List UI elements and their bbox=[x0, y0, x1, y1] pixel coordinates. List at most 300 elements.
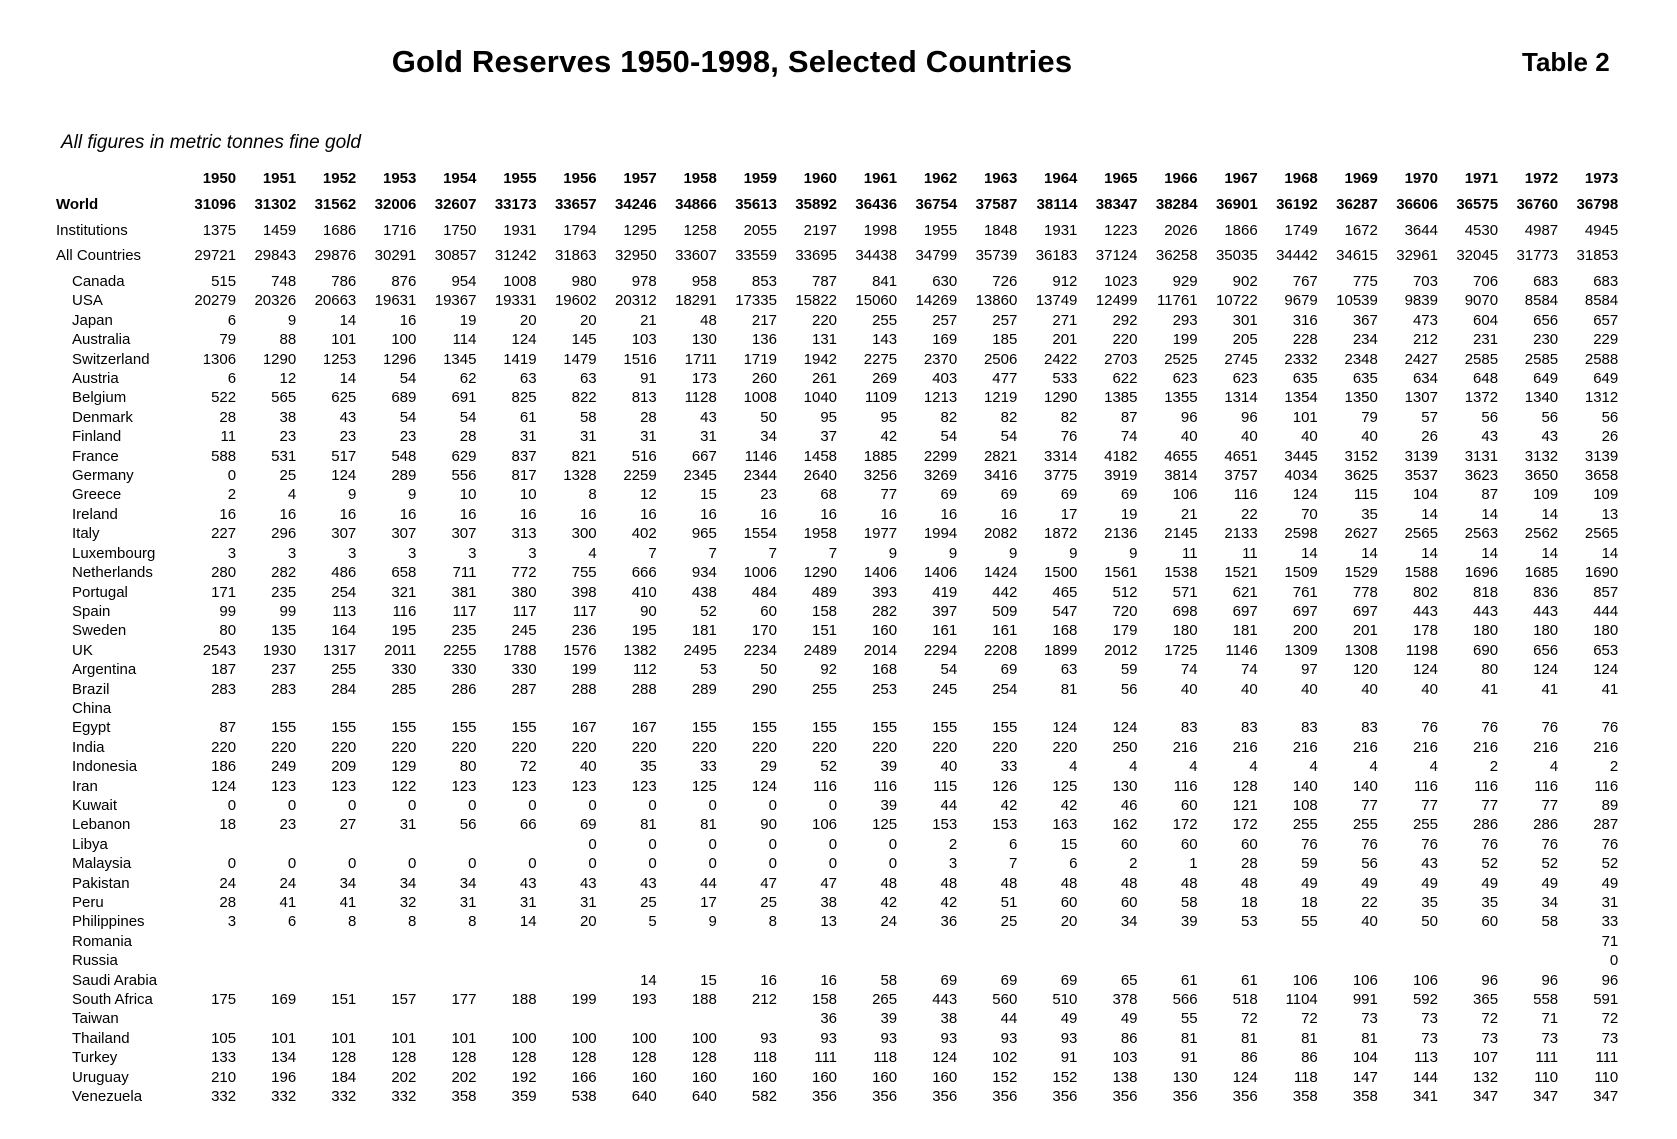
value-cell: 34866 bbox=[675, 196, 717, 213]
value-cell: 1930 bbox=[262, 641, 297, 659]
value-cell: 1258 bbox=[683, 222, 717, 239]
value-cell bbox=[1258, 932, 1318, 951]
value-cell: 188 bbox=[691, 991, 717, 1009]
value-cell: 1509 bbox=[1284, 564, 1318, 582]
value-cell bbox=[537, 699, 597, 718]
value-cell: 24 bbox=[219, 874, 237, 892]
value-cell: 138 bbox=[1112, 1068, 1138, 1086]
row-label: Portugal bbox=[72, 583, 128, 601]
value-cell bbox=[1077, 699, 1137, 718]
value-cell: 116 bbox=[1594, 777, 1619, 795]
value-cell: 124 bbox=[1052, 719, 1078, 737]
value-cell: 1459 bbox=[262, 222, 297, 239]
value-cell: 44 bbox=[700, 874, 717, 892]
value-cell bbox=[897, 699, 957, 718]
value-cell: 73 bbox=[1361, 1010, 1378, 1028]
value-cell: 220 bbox=[631, 738, 657, 756]
value-cell: 18291 bbox=[675, 292, 717, 310]
value-cell: 1424 bbox=[983, 564, 1018, 582]
value-cell: 81 bbox=[640, 816, 657, 834]
value-cell: 43 bbox=[519, 874, 537, 892]
value-cell: 93 bbox=[940, 1029, 958, 1047]
value-cell: 33657 bbox=[554, 196, 597, 213]
value-cell: 0 bbox=[648, 835, 657, 853]
value-cell: 32 bbox=[399, 894, 417, 911]
value-cell: 120 bbox=[1352, 661, 1378, 679]
value-cell: 566 bbox=[1172, 991, 1198, 1009]
value-cell: 356 bbox=[1112, 1088, 1138, 1106]
value-cell: 52 bbox=[700, 602, 717, 620]
value-cell: 227 bbox=[211, 525, 237, 543]
country-row bbox=[56, 951, 1618, 970]
value-cell: 60 bbox=[1180, 835, 1198, 853]
value-cell: 2082 bbox=[983, 525, 1018, 543]
value-cell: 13 bbox=[820, 913, 838, 931]
value-cell: 8 bbox=[468, 913, 477, 931]
value-cell: 155 bbox=[511, 719, 537, 737]
value-cell bbox=[176, 971, 236, 990]
country-row bbox=[56, 1068, 1618, 1087]
value-cell: 1198 bbox=[1405, 641, 1438, 659]
value-cell: 25 bbox=[279, 467, 297, 485]
value-cell: 38347 bbox=[1095, 196, 1138, 213]
value-cell: 39 bbox=[880, 1010, 898, 1028]
value-cell: 0 bbox=[708, 796, 717, 814]
value-cell: 1312 bbox=[1584, 389, 1619, 407]
value-cell: 15822 bbox=[795, 292, 838, 310]
value-cell: 124 bbox=[1292, 486, 1318, 504]
value-cell: 28 bbox=[459, 428, 477, 446]
value-cell: 124 bbox=[1112, 719, 1138, 737]
value-cell: 292 bbox=[1112, 311, 1138, 329]
value-cell: 813 bbox=[631, 389, 657, 407]
value-cell bbox=[597, 699, 657, 718]
value-cell: 1538 bbox=[1164, 564, 1198, 582]
value-cell: 1345 bbox=[443, 350, 477, 368]
value-cell: 160 bbox=[872, 622, 898, 640]
value-cell: 2011 bbox=[384, 641, 417, 659]
value-cell: 34 bbox=[399, 874, 417, 892]
value-cell: 96 bbox=[1481, 971, 1499, 989]
row-label: Egypt bbox=[72, 719, 111, 737]
value-cell: 16 bbox=[219, 505, 237, 523]
value-cell: 73 bbox=[1421, 1010, 1438, 1028]
value-cell: 1104 bbox=[1285, 991, 1318, 1009]
value-cell: 179 bbox=[1112, 622, 1138, 640]
value-cell: 2332 bbox=[1284, 350, 1318, 368]
value-cell bbox=[897, 932, 957, 951]
value-cell: 1955 bbox=[923, 222, 958, 239]
value-cell: 43 bbox=[1421, 855, 1438, 873]
value-cell: 14 bbox=[1361, 544, 1378, 562]
value-cell: 1128 bbox=[684, 389, 717, 407]
value-cell: 857 bbox=[1593, 583, 1619, 601]
row-label: Taiwan bbox=[72, 1010, 119, 1028]
country-row bbox=[56, 583, 1618, 602]
value-cell: 160 bbox=[812, 1068, 838, 1086]
value-cell: 36192 bbox=[1276, 196, 1318, 213]
value-cell: 683 bbox=[1533, 273, 1559, 290]
value-cell: 287 bbox=[1593, 816, 1619, 834]
value-cell: 53 bbox=[700, 661, 717, 679]
value-cell: 3537 bbox=[1404, 467, 1438, 485]
country-row bbox=[56, 699, 1618, 718]
value-cell: 152 bbox=[1052, 1068, 1078, 1086]
value-cell: 93 bbox=[820, 1029, 838, 1047]
value-cell: 332 bbox=[331, 1088, 357, 1106]
value-cell bbox=[236, 932, 296, 951]
country-row bbox=[56, 718, 1618, 737]
row-label: Iran bbox=[72, 777, 98, 795]
value-cell: 2495 bbox=[683, 641, 717, 659]
value-cell: 697 bbox=[1352, 602, 1378, 620]
value-cell: 16 bbox=[459, 505, 477, 523]
country-row bbox=[56, 369, 1618, 388]
value-cell: 169 bbox=[271, 991, 297, 1009]
value-cell: 48 bbox=[700, 311, 717, 329]
value-cell: 231 bbox=[1473, 331, 1499, 349]
value-cell: 72 bbox=[1301, 1010, 1318, 1028]
value-cell: 0 bbox=[888, 835, 898, 853]
value-cell: 1711 bbox=[684, 350, 717, 368]
value-cell: 1958 bbox=[803, 525, 838, 543]
value-cell: 307 bbox=[331, 525, 357, 543]
value-cell bbox=[717, 932, 777, 951]
value-cell: 286 bbox=[1473, 816, 1499, 834]
value-cell: 853 bbox=[751, 273, 777, 290]
value-cell bbox=[1438, 699, 1498, 718]
value-cell: 237 bbox=[271, 661, 297, 679]
value-cell: 101 bbox=[331, 1029, 357, 1047]
value-cell: 31 bbox=[399, 816, 417, 834]
value-cell: 3 bbox=[287, 544, 297, 562]
value-cell: 0 bbox=[648, 855, 657, 873]
value-cell bbox=[236, 699, 296, 718]
value-cell: 548 bbox=[391, 447, 417, 465]
value-cell: 2588 bbox=[1584, 350, 1619, 368]
row-label: Austria bbox=[72, 370, 119, 388]
value-cell: 1355 bbox=[1164, 389, 1198, 407]
value-cell: 1899 bbox=[1044, 641, 1078, 659]
value-cell: 160 bbox=[932, 1068, 958, 1086]
value-cell: 0 bbox=[768, 796, 777, 814]
value-cell: 121 bbox=[1232, 796, 1258, 814]
value-cell: 21 bbox=[1180, 505, 1198, 523]
country-row bbox=[56, 1009, 1618, 1028]
value-cell bbox=[957, 951, 1017, 970]
value-cell: 140 bbox=[1292, 777, 1318, 795]
country-row bbox=[56, 777, 1618, 796]
value-cell bbox=[176, 835, 236, 854]
value-cell: 155 bbox=[992, 719, 1018, 737]
value-cell: 31 bbox=[579, 894, 597, 911]
value-cell: 125 bbox=[691, 777, 717, 795]
value-cell: 1942 bbox=[803, 350, 838, 368]
value-cell: 187 bbox=[211, 661, 237, 679]
value-cell: 296 bbox=[271, 525, 297, 543]
value-cell: 10 bbox=[459, 486, 477, 504]
value-cell: 31 bbox=[1601, 894, 1619, 911]
value-cell: 131 bbox=[812, 331, 838, 349]
value-cell: 31302 bbox=[254, 196, 297, 213]
value-cell: 1749 bbox=[1284, 222, 1318, 239]
row-label: South Africa bbox=[72, 991, 153, 1009]
value-cell: 116 bbox=[392, 602, 417, 620]
value-cell: 9 bbox=[347, 486, 357, 504]
value-cell: 640 bbox=[631, 1088, 657, 1106]
value-cell: 841 bbox=[872, 273, 898, 290]
value-cell: 365 bbox=[1473, 991, 1499, 1009]
value-cell: 245 bbox=[932, 680, 958, 698]
value-cell bbox=[1077, 951, 1137, 970]
value-cell: 172 bbox=[1232, 816, 1258, 834]
value-cell: 2598 bbox=[1284, 525, 1318, 543]
value-cell: 202 bbox=[391, 1068, 417, 1086]
value-cell: 288 bbox=[631, 680, 657, 698]
value-cell: 286 bbox=[1533, 816, 1559, 834]
value-cell: 123 bbox=[451, 777, 477, 795]
value-cell bbox=[236, 971, 296, 990]
value-cell: 96 bbox=[1541, 971, 1559, 989]
value-cell: 199 bbox=[1172, 331, 1198, 349]
value-cell: 101 bbox=[451, 1029, 477, 1047]
value-cell: 0 bbox=[588, 835, 597, 853]
value-cell bbox=[657, 699, 717, 718]
value-cell: 220 bbox=[451, 738, 477, 756]
value-cell: 52 bbox=[820, 758, 838, 776]
value-cell: 290 bbox=[751, 680, 777, 698]
value-cell: 48 bbox=[940, 874, 958, 892]
value-cell: 76 bbox=[1060, 428, 1078, 446]
value-cell: 116 bbox=[1173, 777, 1198, 795]
value-cell: 20 bbox=[519, 311, 537, 329]
value-cell: 89 bbox=[1601, 796, 1619, 814]
value-cell: 2259 bbox=[623, 467, 657, 485]
value-cell: 7 bbox=[708, 544, 717, 562]
country-row bbox=[56, 874, 1618, 893]
value-cell: 2026 bbox=[1164, 222, 1198, 239]
value-cell: 40 bbox=[1361, 680, 1378, 698]
value-cell: 114 bbox=[452, 331, 477, 349]
value-cell: 19367 bbox=[434, 292, 477, 310]
value-cell: 4 bbox=[1189, 758, 1198, 776]
value-cell bbox=[176, 699, 236, 718]
value-cell: 1419 bbox=[503, 350, 537, 368]
value-cell: 77 bbox=[1421, 796, 1438, 814]
value-cell: 100 bbox=[391, 331, 417, 349]
value-cell: 1308 bbox=[1344, 641, 1378, 659]
value-cell: 23 bbox=[399, 428, 417, 446]
value-cell: 151 bbox=[331, 991, 357, 1009]
value-cell: 48 bbox=[1241, 874, 1258, 892]
value-cell: 29876 bbox=[314, 247, 357, 264]
value-cell: 689 bbox=[391, 389, 417, 407]
value-cell: 86 bbox=[1241, 1049, 1258, 1067]
value-cell: 113 bbox=[1414, 1049, 1438, 1067]
value-cell: 56 bbox=[1361, 855, 1378, 873]
value-cell: 1750 bbox=[443, 222, 477, 239]
value-cell: 0 bbox=[528, 855, 537, 873]
value-cell bbox=[416, 951, 476, 970]
country-row bbox=[56, 893, 1618, 912]
value-cell: 398 bbox=[571, 583, 597, 601]
value-cell: 0 bbox=[408, 796, 417, 814]
value-cell: 33695 bbox=[795, 247, 838, 264]
value-cell: 163 bbox=[1052, 816, 1078, 834]
value-cell: 4945 bbox=[1584, 222, 1619, 239]
value-cell: 54 bbox=[940, 661, 958, 679]
value-cell: 168 bbox=[872, 661, 898, 679]
value-cell: 9 bbox=[1129, 544, 1138, 562]
value-cell: 111 bbox=[1535, 1049, 1559, 1067]
value-cell: 934 bbox=[691, 564, 717, 582]
value-cell: 38 bbox=[940, 1010, 958, 1028]
value-cell: 556 bbox=[451, 467, 477, 485]
row-label: Switzerland bbox=[72, 350, 150, 368]
value-cell: 220 bbox=[211, 738, 237, 756]
value-cell: 116 bbox=[1534, 777, 1559, 795]
value-cell: 711 bbox=[452, 564, 477, 582]
value-cell: 958 bbox=[691, 273, 717, 290]
value-cell: 50 bbox=[760, 408, 777, 426]
value-cell: 649 bbox=[1533, 370, 1559, 388]
value-cell: 0 bbox=[468, 855, 477, 873]
value-cell: 118 bbox=[873, 1049, 898, 1067]
value-cell: 509 bbox=[992, 602, 1018, 620]
value-cell: 117 bbox=[572, 602, 597, 620]
value-cell: 31773 bbox=[1516, 247, 1559, 264]
value-cell: 332 bbox=[211, 1088, 237, 1106]
value-cell: 902 bbox=[1232, 273, 1258, 290]
value-cell: 73 bbox=[1541, 1029, 1559, 1047]
value-cell bbox=[356, 951, 416, 970]
value-cell: 15 bbox=[700, 486, 717, 504]
value-cell: 25 bbox=[1000, 913, 1018, 931]
value-cell: 63 bbox=[519, 370, 537, 388]
value-cell: 103 bbox=[631, 331, 657, 349]
value-cell: 1296 bbox=[383, 350, 417, 368]
value-cell bbox=[356, 699, 416, 718]
country-row bbox=[56, 815, 1618, 834]
value-cell: 2275 bbox=[863, 350, 898, 368]
value-cell: 49 bbox=[1541, 874, 1559, 892]
value-cell: 79 bbox=[1361, 408, 1378, 426]
value-cell: 0 bbox=[888, 855, 898, 873]
value-cell: 358 bbox=[1292, 1088, 1318, 1106]
value-cell: 112 bbox=[632, 661, 657, 679]
value-cell: 76 bbox=[1601, 719, 1619, 737]
value-cell: 81 bbox=[1361, 1029, 1378, 1047]
country-row bbox=[56, 563, 1618, 582]
value-cell: 330 bbox=[391, 661, 417, 679]
value-cell: 625 bbox=[331, 389, 357, 407]
value-cell: 36287 bbox=[1336, 196, 1378, 213]
value-cell: 77 bbox=[880, 486, 898, 504]
value-cell: 821 bbox=[571, 447, 597, 465]
value-cell: 177 bbox=[451, 991, 477, 1009]
year-header-cell: 1968 bbox=[1284, 170, 1318, 187]
value-cell: 19331 bbox=[494, 292, 537, 310]
value-cell: 161 bbox=[992, 622, 1018, 640]
value-cell: 1458 bbox=[803, 447, 838, 465]
value-cell: 73 bbox=[1481, 1029, 1499, 1047]
value-cell: 38284 bbox=[1155, 196, 1198, 213]
value-cell: 36606 bbox=[1396, 196, 1438, 213]
value-cell bbox=[476, 971, 536, 990]
value-cell: 124 bbox=[1533, 661, 1559, 679]
value-cell: 301 bbox=[1232, 311, 1258, 329]
value-cell: 95 bbox=[880, 408, 898, 426]
value-cell: 2 bbox=[1129, 855, 1138, 873]
value-cell: 220 bbox=[751, 738, 777, 756]
value-cell: 36575 bbox=[1456, 196, 1499, 213]
value-cell bbox=[657, 932, 717, 951]
value-cell: 6 bbox=[227, 370, 237, 388]
country-row bbox=[56, 680, 1618, 699]
value-cell: 220 bbox=[932, 738, 958, 756]
value-cell: 1350 bbox=[1344, 389, 1378, 407]
value-cell bbox=[1138, 932, 1198, 951]
value-cell: 20 bbox=[579, 311, 597, 329]
value-cell: 837 bbox=[511, 447, 537, 465]
value-cell: 772 bbox=[511, 564, 537, 582]
value-cell: 58 bbox=[880, 971, 898, 989]
value-cell: 220 bbox=[511, 738, 537, 756]
value-cell: 234 bbox=[1352, 331, 1378, 349]
value-cell: 14 bbox=[519, 913, 537, 931]
value-cell: 381 bbox=[451, 583, 477, 601]
value-cell: 515 bbox=[211, 273, 237, 290]
value-cell: 169 bbox=[932, 331, 958, 349]
row-label: Peru bbox=[72, 894, 104, 911]
value-cell: 558 bbox=[1533, 991, 1559, 1009]
value-cell bbox=[296, 971, 356, 990]
value-cell: 68 bbox=[820, 486, 838, 504]
row-label: Germany bbox=[72, 467, 134, 485]
value-cell: 402 bbox=[631, 525, 657, 543]
value-cell bbox=[597, 932, 657, 951]
value-cell: 1328 bbox=[563, 467, 597, 485]
value-cell: 10 bbox=[519, 486, 537, 504]
value-cell: 2640 bbox=[803, 467, 838, 485]
value-cell: 1788 bbox=[503, 641, 537, 659]
value-cell bbox=[777, 932, 837, 951]
value-cell: 3625 bbox=[1344, 467, 1378, 485]
value-cell: 255 bbox=[872, 311, 898, 329]
value-cell bbox=[1558, 699, 1618, 718]
value-cell: 157 bbox=[391, 991, 417, 1009]
value-cell: 220 bbox=[872, 738, 898, 756]
value-cell: 56 bbox=[1541, 408, 1559, 426]
value-cell: 116 bbox=[1414, 777, 1438, 795]
value-cell: 125 bbox=[872, 816, 898, 834]
value-cell: 690 bbox=[1473, 641, 1499, 659]
value-cell: 58 bbox=[579, 408, 597, 426]
value-cell: 43 bbox=[339, 408, 357, 426]
value-cell bbox=[476, 932, 536, 951]
value-cell: 14 bbox=[1601, 544, 1619, 562]
row-label: Belgium bbox=[72, 389, 127, 407]
value-cell: 3269 bbox=[923, 467, 958, 485]
value-cell: 61 bbox=[519, 408, 537, 426]
value-cell: 111 bbox=[1595, 1049, 1619, 1067]
value-cell: 48 bbox=[1060, 874, 1078, 892]
value-cell: 748 bbox=[271, 273, 297, 290]
value-cell: 20279 bbox=[194, 292, 237, 310]
value-cell: 2506 bbox=[983, 350, 1018, 368]
value-cell: 216 bbox=[1232, 738, 1258, 756]
value-cell: 199 bbox=[571, 991, 597, 1009]
